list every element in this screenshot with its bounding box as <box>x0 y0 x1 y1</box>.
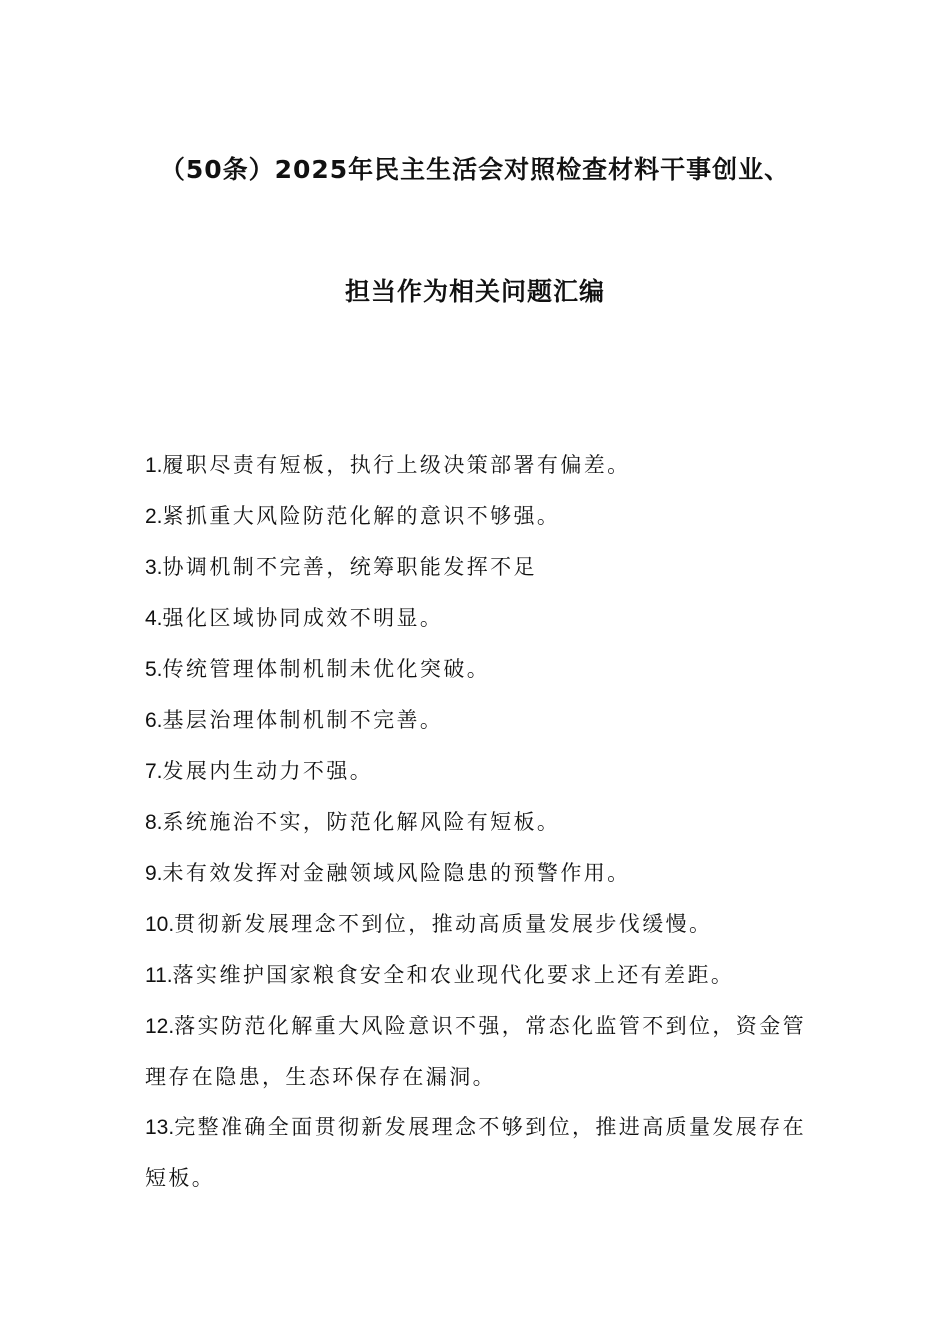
list-item <box>145 1102 815 1203</box>
item-number: 3. <box>145 556 163 579</box>
item-number: 5. <box>145 658 163 681</box>
list-item <box>145 542 815 593</box>
list-item <box>145 644 815 695</box>
item-text: 落实防范化解重大风险意识不强，常态化监管不到位，资金管理存在隐患，生态环保存在漏洞。 <box>145 1014 807 1089</box>
list-item <box>145 695 815 746</box>
document-title-line-1: （50条）2025年民主生活会对照检查材料干事创业、 <box>159 155 791 184</box>
list-item <box>145 746 815 797</box>
item-number: 1. <box>145 454 163 477</box>
list-item <box>145 491 815 542</box>
item-number: 13. <box>145 1116 175 1139</box>
item-text: 紧抓重大风险防范化解的意识不够强。 <box>162 504 561 528</box>
item-number: 4. <box>145 607 163 630</box>
list-item <box>145 440 815 491</box>
item-number: 8. <box>145 811 163 834</box>
list-item <box>145 593 815 644</box>
list-item <box>145 797 815 848</box>
list-item <box>145 950 815 1001</box>
item-text: 协调机制不完善，统筹职能发挥不足 <box>162 555 537 579</box>
list-item <box>145 899 815 950</box>
item-text: 强化区域协同成效不明显。 <box>162 606 444 630</box>
item-text: 履职尽责有短板，执行上级决策部署有偏差。 <box>162 453 631 477</box>
item-text: 发展内生动力不强。 <box>162 759 374 783</box>
item-number: 12. <box>145 1015 175 1038</box>
item-text: 系统施治不实，防范化解风险有短板。 <box>162 810 561 834</box>
list-item <box>145 1001 815 1102</box>
document-title-line-2: 担当作为相关问题汇编 <box>344 277 605 306</box>
item-number: 10. <box>145 913 175 936</box>
list-item <box>145 848 815 899</box>
item-number: 9. <box>145 862 163 885</box>
item-text: 完整准确全面贯彻新发展理念不够到位，推进高质量发展存在短板。 <box>145 1115 807 1190</box>
item-text: 落实维护国家粮食安全和农业现代化要求上还有差距。 <box>172 963 735 987</box>
item-text: 贯彻新发展理念不到位，推动高质量发展步伐缓慢。 <box>174 912 713 936</box>
item-number: 7. <box>145 760 163 783</box>
issue-list <box>145 440 815 1203</box>
item-text: 未有效发挥对金融领域风险隐患的预警作用。 <box>162 861 631 885</box>
item-number: 11. <box>145 964 173 987</box>
item-text: 传统管理体制机制未优化突破。 <box>162 657 491 681</box>
item-text: 基层治理体制机制不完善。 <box>162 708 444 732</box>
item-number: 6. <box>145 709 163 732</box>
item-number: 2. <box>145 505 163 528</box>
